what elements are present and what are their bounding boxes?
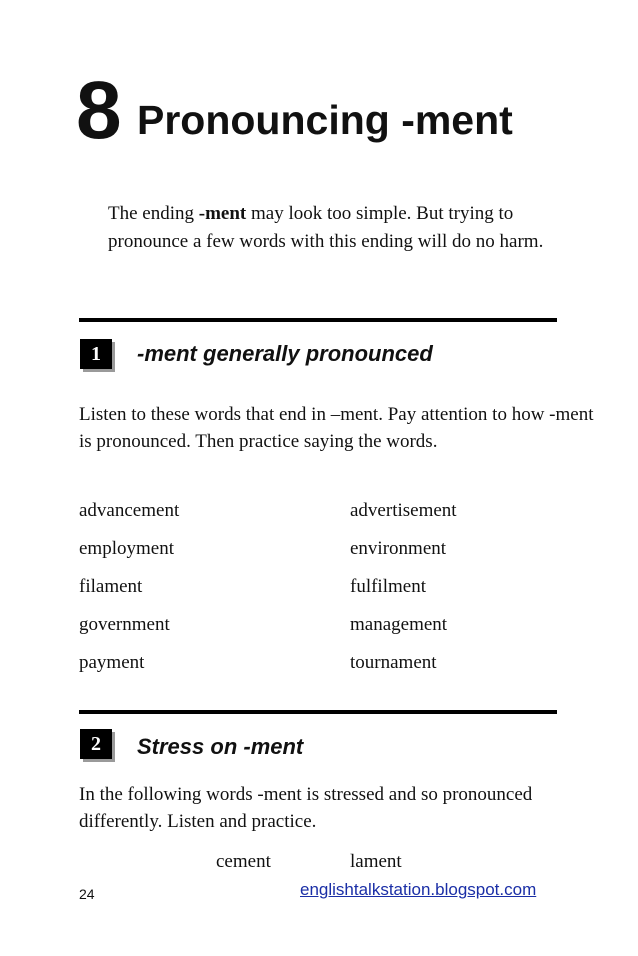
word: filament (79, 576, 143, 597)
word: environment (350, 538, 447, 559)
section-1-title: -ment generally pronounced (137, 341, 433, 366)
intro-text-1: The ending (108, 203, 199, 224)
stressed-word: lament (350, 851, 402, 872)
intro-bold-term: -ment (198, 203, 247, 224)
section-1-badge: 1 (80, 339, 112, 369)
section-2-instruction: In the following words -ment is stressed and so pronounced differently. Listen and practice. (79, 784, 533, 832)
section-1-instruction: Listen to these words that end in –ment. Pay attention to how -ment is pronounced. Then practice saying the words. (79, 404, 594, 452)
word: advertisement (350, 500, 457, 521)
word-list (79, 492, 559, 682)
word: government (79, 614, 170, 635)
section-2-badge: 2 (80, 729, 112, 759)
chapter-title: Pronouncing -ment (137, 97, 513, 143)
chapter-number: 8 (76, 65, 122, 156)
word-row (79, 606, 559, 644)
word: advancement (79, 500, 180, 521)
word-row (79, 492, 559, 530)
page-number: 24 (79, 886, 95, 902)
footer-blog-link[interactable]: englishtalkstation.blogspot.com (300, 880, 537, 899)
section-2-title: Stress on -ment (137, 734, 304, 759)
section-2-divider (79, 710, 557, 714)
intro-paragraph (108, 200, 578, 256)
word: fulfilment (350, 576, 426, 597)
word-row (79, 530, 559, 568)
word-row (79, 568, 559, 606)
word-row (79, 644, 559, 682)
word: employment (79, 538, 174, 559)
intro-text-2: may look too simple. But trying to pronounce a few words with this ending will do no harm. (108, 203, 544, 252)
word: payment (79, 652, 145, 673)
word: tournament (350, 652, 437, 673)
section-1-divider (79, 318, 557, 322)
stressed-word: cement (216, 851, 271, 872)
word: management (350, 614, 448, 635)
